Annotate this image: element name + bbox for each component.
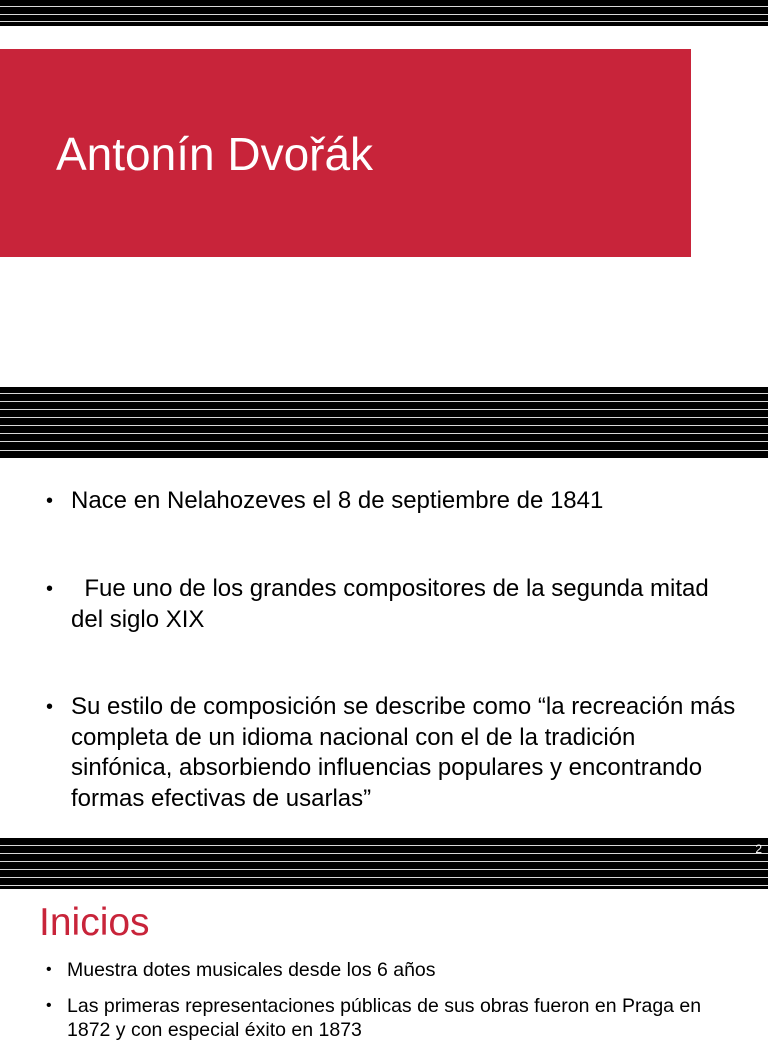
bullet-dot-icon: • xyxy=(46,578,54,600)
middle-stripe-band xyxy=(0,387,768,458)
bullet-dot-icon: • xyxy=(46,961,52,978)
slide-title: Antonín Dvořák xyxy=(56,128,374,180)
bullet-dot-icon: • xyxy=(46,696,54,718)
bullet-text: Muestra dotes musicales desde los 6 años xyxy=(67,959,436,981)
bullet-text: Fue uno de los grandes compositores de la segunda mitad del siglo XIX xyxy=(71,575,716,633)
bullet-text: Las primeras representaciones públicas de sus obras fueron en Praga en 1872 y con especial éxito en 1873 xyxy=(67,995,702,1041)
section-title: Inicios xyxy=(39,901,150,944)
top-stripe-band xyxy=(0,0,768,26)
bullet-text: Su estilo de composición se describe como “la recreación más completa de un idioma nacional con el de la tradición sinfónica, absorbiendo influencias populares y encontrando formas efectivas de usarlas” xyxy=(71,693,736,812)
page-number: 2 xyxy=(755,842,762,856)
bullet-dot-icon: • xyxy=(46,490,54,512)
bullet-dot-icon: • xyxy=(46,997,52,1014)
bullet-text: Nace en Nelahozeves el 8 de septiembre de 1841 xyxy=(71,487,604,514)
lower-stripe-band xyxy=(0,838,768,889)
